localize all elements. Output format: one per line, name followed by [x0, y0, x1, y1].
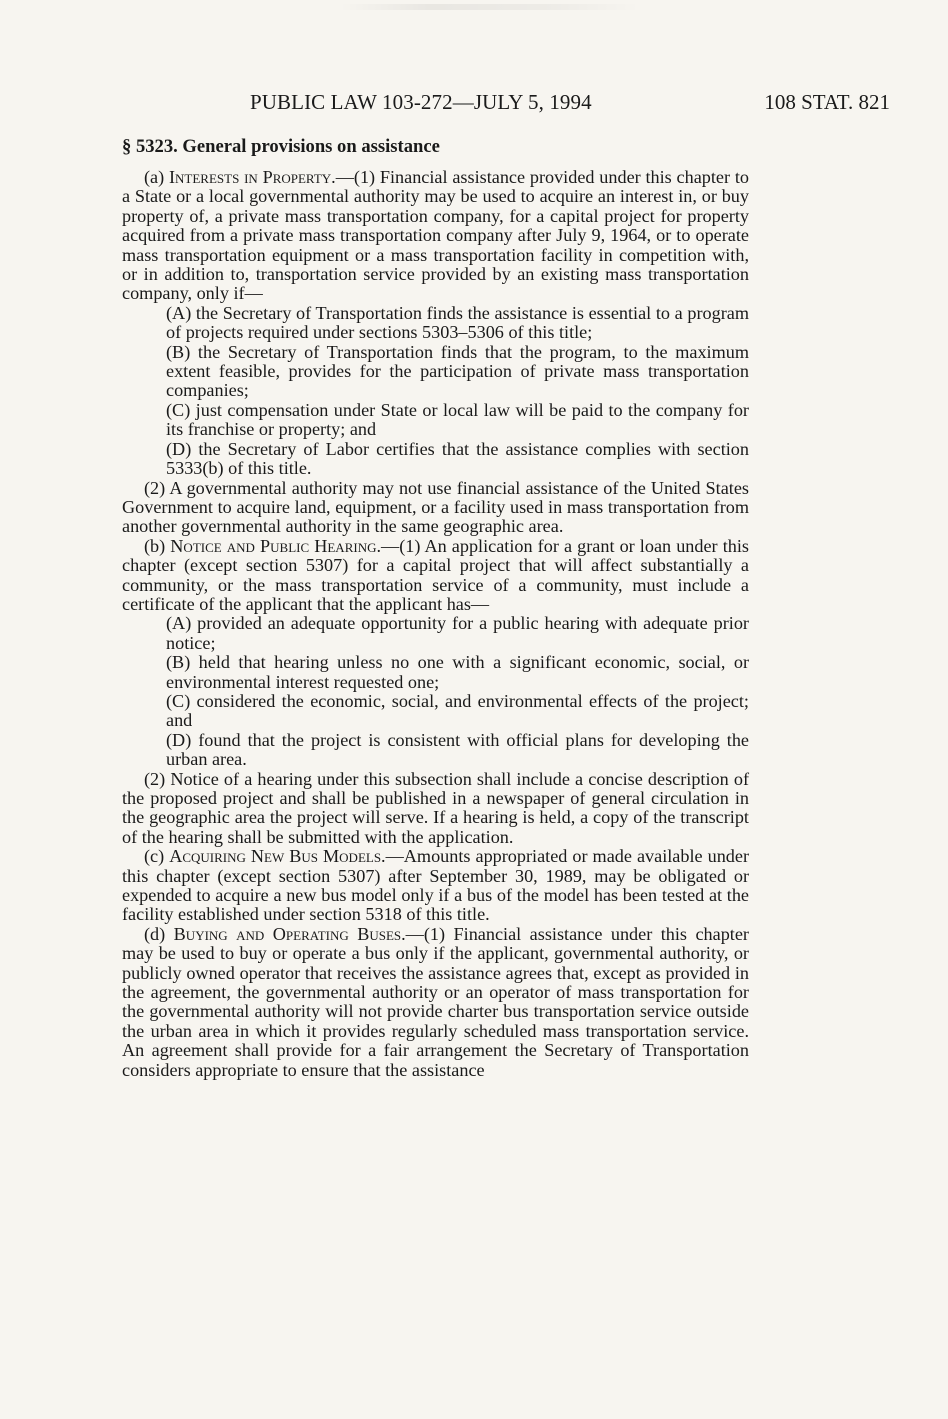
running-head: PUBLIC LAW 103-272—JULY 5, 1994	[250, 90, 592, 114]
subsection-a-text: —(1) Financial assistance provided under this chapter to a State or a local governmental authority may be used to acquire an interest in, or buy property of, a private mass transportation company, for a capital project for property acquired from a private mass transportation company after July 9, 1964, or to operate mass transportation equipment or a mass transportation facility in competition with, or in addition to, transportation service provided by an existing mass transportation company, only if—	[122, 167, 749, 304]
subsection-a-item-d: (D) the Secretary of Labor certifies that the assistance complies with section 5333(b) of this title.	[166, 438, 749, 479]
subsection-d-caption: Buying and Operating Buses.	[173, 923, 406, 944]
subsection-c-text: —Amounts appropriated or made available under this chapter (except section 5307) after September 30, 1989, may be obligated or expended to acquire a new bus model only if a bus of the model has been tested at the facility established under section 5318 of this title.	[122, 846, 750, 925]
subsection-d-paragraph	[122, 925, 749, 1080]
subsection-b-item-d: (D) found that the project is consistent with official plans for developing the urban area.	[166, 729, 749, 770]
subsection-b-label: (b)	[144, 535, 171, 556]
statute-page-reference: 108 STAT. 821	[764, 90, 890, 114]
subsection-d-label: (d)	[144, 923, 174, 944]
subsection-b-text: —(1) An application for a grant or loan under this chapter (except section 5307) for a capital project that will affect substantially a community, or the mass transportation service of a community, must include a certificate of the applicant that the applicant has—	[122, 535, 749, 614]
subsection-a-label: (a)	[144, 167, 169, 187]
subsection-a-paragraph-1	[122, 168, 749, 304]
subsection-b-paragraph-1	[122, 537, 749, 615]
subsection-c-paragraph	[122, 847, 749, 925]
scan-artifact	[340, 4, 640, 10]
subsection-b-item-b: (B) held that hearing unless no one with a significant economic, social, or environmental interest requested one;	[166, 652, 749, 692]
subsection-c-caption: Acquiring New Bus Models.	[169, 846, 386, 867]
page-header	[250, 90, 890, 120]
subsection-c-label: (c)	[144, 846, 170, 867]
subsection-a-caption: Interests in Property.	[168, 167, 336, 187]
subsection-b-item-a: (A) provided an adequate opportunity for a public hearing with adequate prior notice;	[166, 613, 749, 653]
subsection-a-paragraph-2: (2) A governmental authority may not use financial assistance of the United States Government to acquire land, equipment, or a facility used in mass transportation from another governmental authority in the same geographic area.	[122, 477, 749, 537]
subsection-b-paragraph-2: (2) Notice of a hearing under this subsection shall include a concise description of the proposed project and shall be published in a newspaper of general circulation in the geographic area the project will serve. If a hearing is held, a copy of the transcript of the hearing shall be submitted with the application.	[122, 768, 749, 847]
subsection-b-item-c: (C) considered the economic, social, and environmental effects of the project; and	[166, 690, 749, 731]
section-heading: § 5323. General provisions on assistance	[122, 136, 440, 157]
document-body	[122, 136, 749, 1080]
subsection-a-item-b: (B) the Secretary of Transportation finds that the program, to the maximum extent feasible, provides for the participation of private mass transportation companies;	[166, 341, 749, 401]
subsection-b-caption: Notice and Public Hearing.	[170, 535, 382, 556]
subsection-a-item-a: (A) the Secretary of Transportation finds the assistance is essential to a program of projects required under sections 5303–5306 of this title;	[166, 302, 749, 343]
subsection-a-item-c: (C) just compensation under State or local law will be paid to the company for its franchise or property; and	[166, 399, 749, 440]
subsection-d-text: —(1) Financial assistance under this chapter may be used to buy or operate a bus only if the applicant, governmental authority, or publicly owned operator that receives the assistance agrees that, except as provided in the agreement, the governmental authority or an operator of mass transportation for the governmental authority will not provide charter bus transportation service outside the urban area in which it provides regularly scheduled mass transportation service. An agreement shall provide for a fair arrangement the Secretary of Transportation considers appropriate to ensure that the assistance	[122, 923, 749, 1080]
